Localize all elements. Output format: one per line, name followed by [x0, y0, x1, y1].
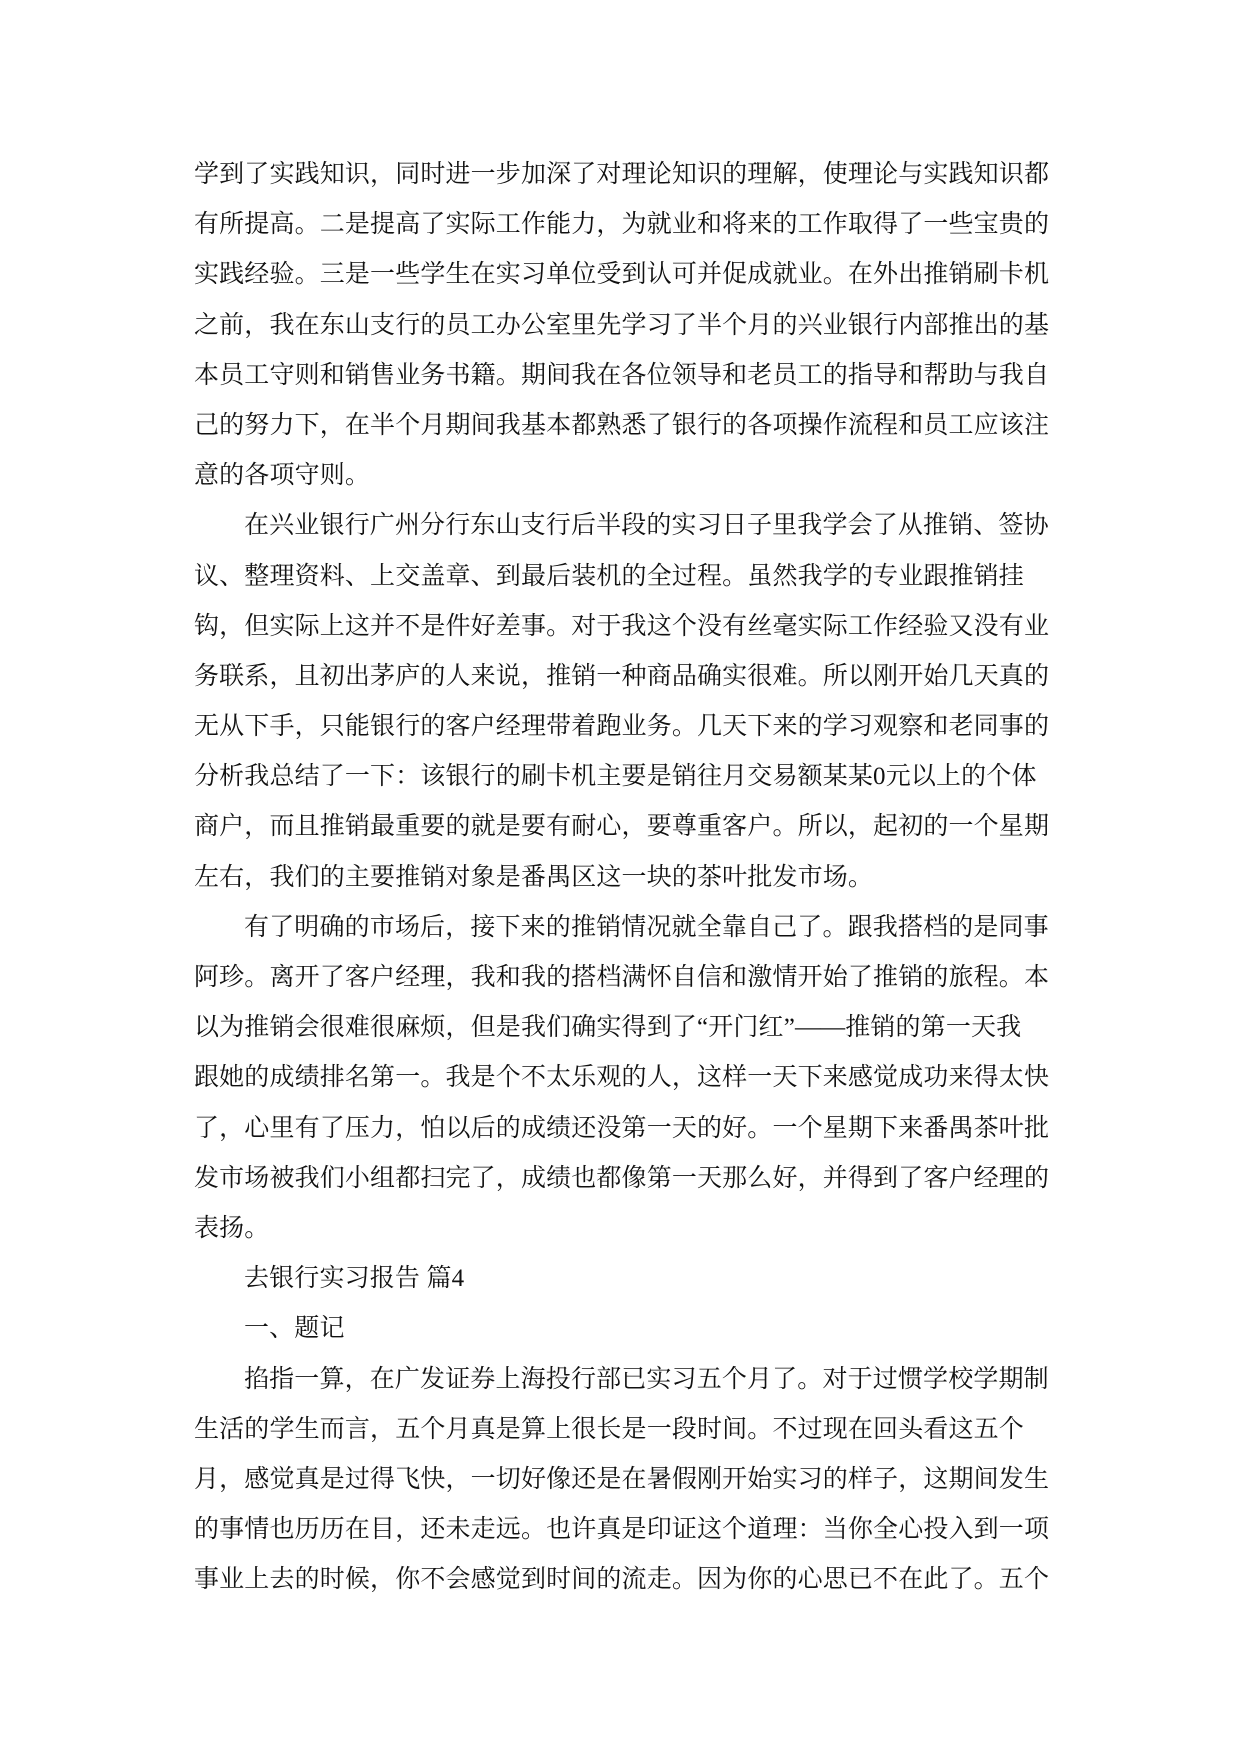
text-line: 己的努力下，在半个月期间我基本都熟悉了银行的各项操作流程和员工应该注	[194, 411, 1050, 439]
text-line: 钩，但实际上这并不是件好差事。对于我这个没有丝毫实际工作经验又没有业	[194, 612, 1050, 640]
text-line: 掐指一算，在广发证券上海投行部已实习五个月了。对于过惯学校学期制	[244, 1365, 1049, 1393]
section-heading	[194, 1254, 1074, 1304]
text-line: 议、整理资料、上交盖章、到最后装机的全过程。虽然我学的专业跟推销挂	[194, 562, 1024, 590]
text-line: 跟她的成绩排名第一。我是个不太乐观的人，这样一天下来感觉成功来得太快	[194, 1064, 1050, 1092]
text-line: 有所提高。二是提高了实际工作能力，为就业和将来的工作取得了一些宝贵的	[194, 211, 1050, 239]
text-line: 意的各项守则。	[194, 462, 371, 490]
text-line: 无从下手，只能银行的客户经理带着跑业务。几天下来的学习观察和老同事的	[194, 713, 1050, 741]
text-line: 本员工守则和销售业务书籍。期间我在各位领导和老员工的指导和帮助与我自	[194, 361, 1050, 389]
text-line: 商户，而且推销最重要的就是要有耐心，要尊重客户。所以，起初的一个星期	[194, 813, 1050, 841]
text-line: 表扬。	[194, 1214, 270, 1242]
subsection-heading	[194, 1304, 1074, 1354]
text-line: 发市场被我们小组都扫完了，成绩也都像第一天那么好，并得到了客户经理的	[194, 1164, 1050, 1192]
text-line: 左右，我们的主要推销对象是番禺区这一块的茶叶批发市场。	[194, 863, 874, 891]
section-heading-text: 去银行实习报告 篇4	[244, 1265, 465, 1293]
paragraph	[194, 903, 1074, 1254]
text-line: 事业上去的时候，你不会感觉到时间的流走。因为你的心思已不在此了。五个	[194, 1566, 1050, 1594]
text-line: 分析我总结了一下：该银行的刷卡机主要是销往月交易额某某0元以上的个体	[194, 763, 1037, 791]
text-line: 学到了实践知识，同时进一步加深了对理论知识的理解，使理论与实践知识都	[194, 161, 1050, 188]
paragraph	[194, 1355, 1074, 1606]
text-line: 实践经验。三是一些学生在实习单位受到认可并促成就业。在外出推销刷卡机	[194, 261, 1050, 289]
text-line: 有了明确的市场后，接下来的推销情况就全靠自己了。跟我搭档的是同事	[244, 913, 1049, 941]
paragraph	[194, 501, 1074, 903]
document-body	[194, 150, 1074, 1605]
text-line: 务联系，且初出茅庐的人来说，推销一种商品确实很难。所以刚开始几天真的	[194, 662, 1050, 690]
text-line: 月，感觉真是过得飞快，一切好像还是在暑假刚开始实习的样子，这期间发生	[194, 1465, 1050, 1493]
text-line: 之前，我在东山支行的员工办公室里先学习了半个月的兴业银行内部推出的基	[194, 311, 1050, 339]
paragraph	[194, 150, 1074, 501]
text-line: 在兴业银行广州分行东山支行后半段的实习日子里我学会了从推销、签协	[244, 512, 1049, 540]
text-line: 阿珍。离开了客户经理，我和我的搭档满怀自信和激情开始了推销的旅程。本	[194, 964, 1050, 991]
subsection-heading-text: 一、题记	[244, 1315, 345, 1343]
text-line: 生活的学生而言，五个月真是算上很长是一段时间。不过现在回头看这五个	[194, 1415, 1024, 1443]
text-line: 了，心里有了压力，怕以后的成绩还没第一天的好。一个星期下来番禺茶叶批	[194, 1114, 1050, 1142]
text-line: 以为推销会很难很麻烦，但是我们确实得到了“开门红”——推销的第一天我	[194, 1014, 1022, 1042]
text-line: 的事情也历历在目，还未走远。也许真是印证这个道理：当你全心投入到一项	[194, 1516, 1050, 1544]
